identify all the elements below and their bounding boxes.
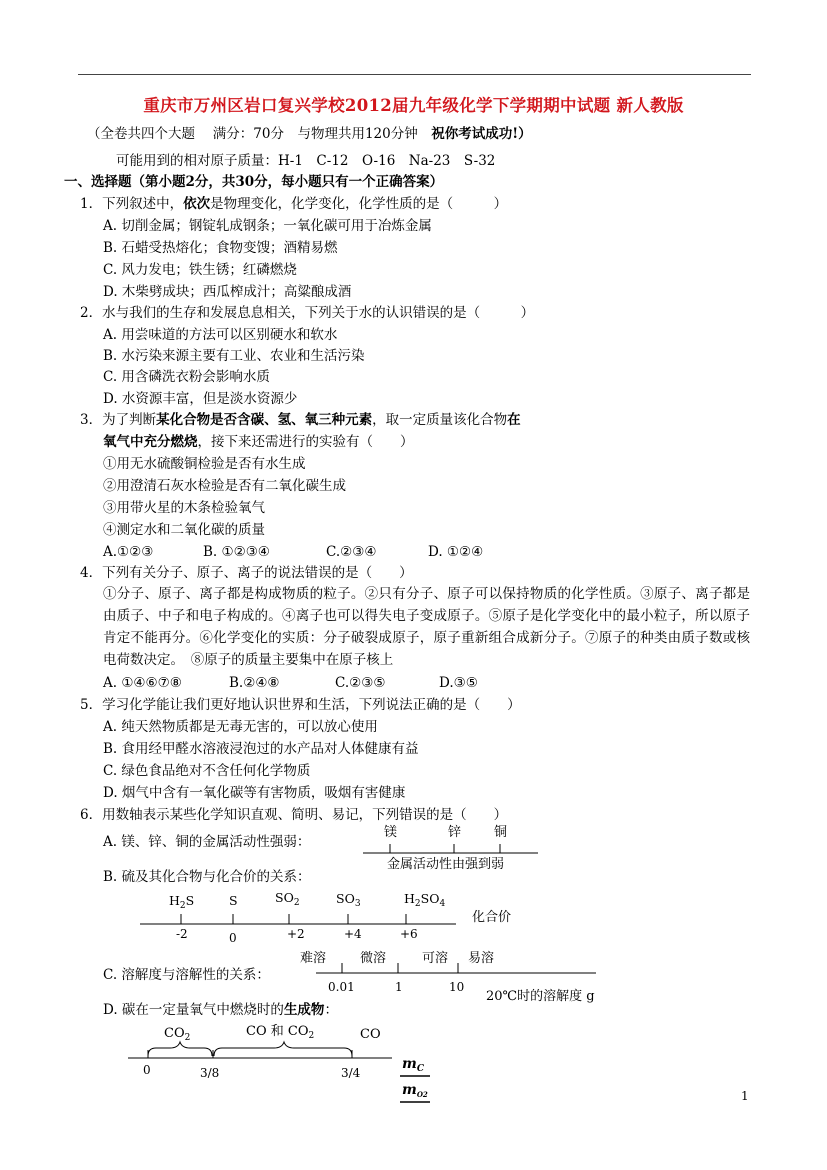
q2-option-a: A. 用尝味道的方法可以区别硬水和软水	[103, 327, 338, 343]
q6-option-c: C. 溶解度与溶解性的关系：	[103, 967, 270, 983]
q5-option-c: C. 绿色食品绝对不含任何化学物质	[103, 763, 311, 779]
q2-option-d: D. 水资源丰富，但是淡水资源少	[103, 391, 298, 407]
q5-option-d: D. 烟气中含有一氧化碳等有害物质，吸烟有害健康	[103, 785, 406, 801]
species-h2so4: $H_2SO_4$	[404, 891, 446, 909]
q6-d-pre: D. 碳在一定量氧气中燃烧时的	[103, 1002, 284, 1018]
solubility-axis	[300, 945, 620, 1007]
metal-zn: 锌	[448, 825, 462, 840]
mass-ratio-label	[400, 1056, 430, 1102]
combustion-products-axis	[124, 1020, 444, 1115]
atomic-masses: 可能用到的相对原子质量：H-1 C-12 O-16 Na-23 S-32	[116, 153, 496, 169]
question-5-stem: 5．学习化学能让我们更好地认识世界和生活，下列说法正确的是（ ）	[80, 697, 521, 713]
value-0.01: 0.01	[328, 980, 355, 994]
metal-activity-axis	[350, 818, 550, 874]
value-plus2: +2	[287, 927, 305, 941]
q3-item-2: ②用澄清石灰水检验是否有二氧化碳生成	[103, 478, 346, 494]
q4-statements: ①分子、原子、离子都是构成物质的粒子。②只有分子、原子可以保持物质的化学性质。③原子、离子都是由质子、中子和电子构成的。④离子也可以得失电子变成原子。⑤原子是化学变化中的最小粒子，所以原子肯定不能再分。⑥化学变化的实质：分子破裂成原子，原子重新组合成新分子。⑦原子的种类由质子数或核电荷数决定。 ⑧原子的质量主要集中在原子核上	[103, 586, 750, 668]
product-co2: $CO_2$	[164, 1026, 191, 1043]
value-0: 0	[143, 1063, 151, 1077]
q5-option-b: B. 食用经甲醛水溶液浸泡过的水产品对人体健康有益	[103, 741, 419, 757]
question-6-stem: 6．用数轴表示某些化学知识直观、简明、易记，下列错误的是（ ）	[80, 807, 508, 823]
question-3-stem-line2	[103, 432, 414, 452]
species-so3: $SO_3$	[336, 891, 361, 909]
q4-option-c: C.②③⑤	[335, 675, 386, 691]
question-1-stem	[80, 194, 507, 214]
q4-option-b: B.②④⑧	[229, 675, 280, 691]
q3-item-4: ④测定水和二氧化碳的质量	[103, 522, 265, 538]
q1-option-c: C. 风力发电；铁生锈；红磷燃烧	[103, 262, 297, 278]
metal-cu: 铜	[494, 825, 508, 840]
value-plus4: +4	[344, 927, 362, 941]
solubility-caption: 20℃时的溶解度 g	[486, 989, 595, 1004]
question-4-stem: 4．下列有关分子、原子、离子的说法错误的是（ ）	[80, 565, 413, 581]
species-so2: $SO_2$	[275, 890, 300, 908]
brace-co-co2	[214, 1042, 352, 1056]
valence-caption: 化合价	[472, 910, 512, 925]
q2-option-b: B. 水污染来源主要有工业、农业和生活污染	[103, 348, 365, 364]
q3-option-c: C.②③④	[326, 544, 377, 560]
q1-stem-pre: 1．下列叙述中，	[80, 196, 184, 212]
q1-option-d: D. 木柴劈成块；西瓜榨成汁；高粱酿成酒	[103, 284, 352, 300]
label-soluble: 可溶	[422, 951, 449, 966]
species-h2s: $H_2S$	[169, 893, 195, 911]
page-title: 重庆市万州区岩口复兴学校2012届九年级化学下学期期中试题 新人教版	[143, 96, 684, 115]
q2-option-c: C. 用含磷洗衣粉会影响水质	[103, 369, 270, 385]
header-rule	[78, 74, 751, 75]
product-co-and-co2: CO 和 $CO_2$	[246, 1024, 315, 1041]
page-number: 1	[741, 1089, 749, 1103]
q3-item-1: ①用无水硫酸铜检验是否有水生成	[103, 456, 306, 472]
metal-mg: 镁	[384, 825, 398, 840]
species-s: S	[229, 893, 238, 908]
sulfur-valence-axis	[138, 888, 538, 946]
brace-co2	[148, 1042, 212, 1056]
q5-option-a: A. 纯天然物质都是无毒无害的，可以放心使用	[103, 719, 378, 735]
section-heading: 一、选择题（第小题2分，共30分，每小题只有一个正确答案）	[64, 174, 444, 190]
q3-item-3: ③用带火星的木条检验氧气	[103, 500, 265, 516]
value-3-4: 3/4	[341, 1066, 361, 1080]
q3-option-a: A.①②③	[103, 544, 154, 560]
value-1: 1	[395, 980, 403, 994]
q3-stem-pre: 3．为了判断	[80, 412, 157, 428]
label-insoluble: 难溶	[300, 951, 327, 966]
q3-stem2-post: ，接下来还需进行的实验有（ ）	[197, 434, 414, 450]
value-0: 0	[229, 931, 237, 945]
ratio-denominator: $m_{O2}$	[402, 1082, 428, 1099]
q1-stem-bold: 依次	[183, 196, 211, 212]
question-3-stem	[80, 410, 521, 430]
q4-option-d: D.③⑤	[439, 675, 478, 691]
q6-d-bold: 生成物	[283, 1002, 325, 1018]
value-10: 10	[449, 980, 465, 994]
label-slightly-soluble: 微溶	[360, 951, 387, 966]
label-very-soluble: 易溶	[468, 951, 495, 966]
q3-stem-bold2: 在	[507, 412, 521, 428]
q4-option-a: A. ①④⑥⑦⑧	[103, 675, 182, 691]
q6-d-post: ：	[324, 1002, 338, 1018]
q1-option-b: B. 石蜡受热熔化；食物变馊；酒精易燃	[103, 240, 338, 256]
exam-wish: 祝你考试成功!）	[431, 126, 532, 142]
q1-option-a: A. 切削金属；钢锭轧成钢条；一氧化碳可用于冶炼金属	[103, 218, 432, 234]
q6-option-a: A. 镁、锌、铜的金属活动性强弱：	[103, 834, 311, 850]
product-co: CO	[360, 1027, 381, 1042]
value-plus6: +6	[400, 927, 418, 941]
q3-stem2-bold: 氧气中充分燃烧	[103, 434, 198, 450]
value-3-8: 3/8	[200, 1066, 220, 1080]
q3-option-b: B. ①②③④	[203, 544, 270, 560]
q1-stem-post: 是物理变化，化学变化，化学性质的是（ ）	[210, 196, 508, 212]
q3-stem-bold: 某化合物是否含碳、氢、氧三种元素	[156, 412, 373, 428]
q3-stem-post: ，取一定质量该化合物	[372, 412, 508, 428]
exam-info-text: （全卷共四个大题 满分：70分 与物理共用120分钟	[87, 126, 432, 142]
value-minus2: -2	[176, 927, 188, 941]
ratio-numerator: $m_C$	[402, 1056, 424, 1074]
q3-option-d: D. ①②④	[428, 544, 484, 560]
exam-info	[87, 124, 532, 144]
question-2-stem: 2．水与我们的生存和发展息息相关，下列关于水的认识错误的是（ ）	[80, 305, 535, 321]
activity-caption: 金属活动性由强到弱	[387, 857, 505, 872]
q6-option-b: B. 硫及其化合物与化合价的关系：	[103, 869, 311, 885]
